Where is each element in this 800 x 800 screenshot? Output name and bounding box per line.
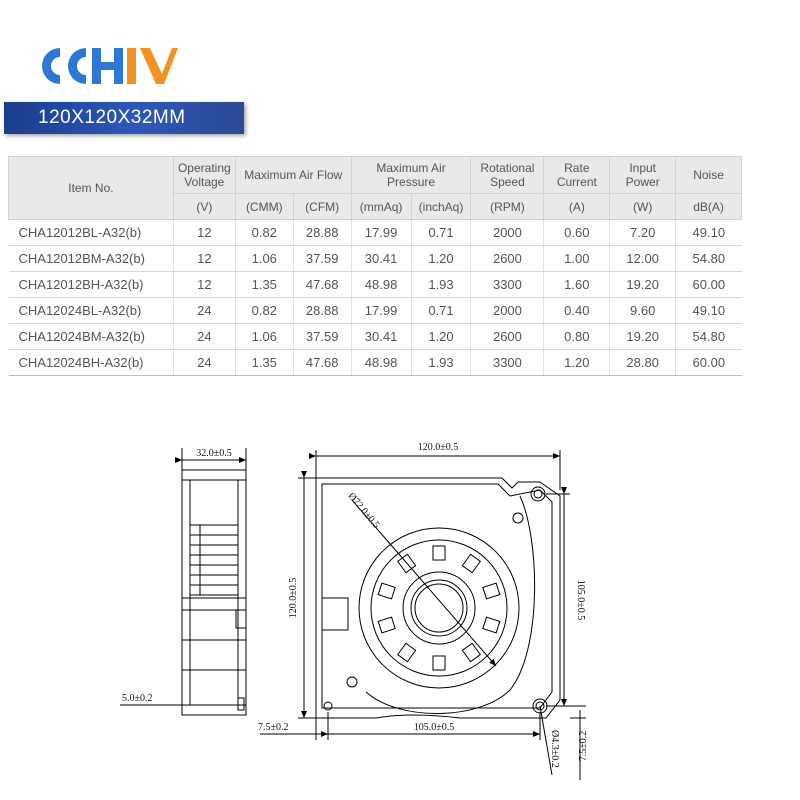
cell-cmm: 0.82 [235,298,293,324]
header-airflow: Maximum Air Flow [235,157,351,194]
cell-inchaq: 1.93 [411,272,471,298]
cell-item: CHA12024BL-A32(b) [9,298,174,324]
header-voltage: Operating Voltage [173,157,235,194]
cell-inchaq: 1.93 [411,350,471,376]
header-power: Input Power [610,157,676,194]
table-row [9,272,742,298]
left-offset-dim: 7.5±0.2 [258,722,289,733]
cell-rpm: 2600 [471,246,544,272]
cell-rpm: 3300 [471,272,544,298]
cell-voltage: 12 [173,246,235,272]
header-pressure: Maximum Air Pressure [351,157,471,194]
bottom-offset-dim: 7.5±0.2 [578,730,589,762]
technical-drawing [100,430,600,800]
cell-mmaq: 48.98 [351,272,411,298]
cell-voltage: 12 [173,272,235,298]
spec-table [8,156,742,376]
table-row [9,220,742,246]
unit-mmaq: (mmAq) [351,194,411,220]
hole-vertical-dim: 105.0±0.5 [575,579,586,621]
cell-voltage: 24 [173,350,235,376]
table-row [9,246,742,272]
cell-noise: 49.10 [676,298,742,324]
cell-power: 19.20 [610,324,676,350]
cell-cfm: 37.59 [293,324,351,350]
cell-mmaq: 30.41 [351,324,411,350]
unit-cfm: (CFM) [293,194,351,220]
unit-cmm: (CMM) [235,194,293,220]
cell-cmm: 1.06 [235,324,293,350]
cell-rpm: 2000 [471,298,544,324]
cell-cfm: 28.88 [293,220,351,246]
cell-rpm: 2600 [471,324,544,350]
cell-item: CHA12012BL-A32(b) [9,220,174,246]
cell-power: 12.00 [610,246,676,272]
cell-mmaq: 48.98 [351,350,411,376]
cell-rpm: 3300 [471,350,544,376]
cchv-logo [38,44,178,88]
side-view [120,448,246,715]
cell-cmm: 1.35 [235,350,293,376]
header-item-no: Item No. [9,157,174,220]
cell-power: 7.20 [610,220,676,246]
cell-noise: 54.80 [676,324,742,350]
cell-power: 19.20 [610,272,676,298]
unit-dba: dB(A) [676,194,742,220]
cell-cfm: 47.68 [293,272,351,298]
cell-item: CHA12012BH-A32(b) [9,272,174,298]
cell-voltage: 12 [173,220,235,246]
hole-diameter-dim: Ø4.3±0.2 [549,730,560,768]
cell-voltage: 24 [173,324,235,350]
cell-current: 1.00 [544,246,610,272]
cell-cfm: 37.59 [293,246,351,272]
cell-current: 1.60 [544,272,610,298]
cell-mmaq: 17.99 [351,298,411,324]
side-offset-dim: 5.0±0.2 [122,693,153,704]
cell-cfm: 47.68 [293,350,351,376]
cell-voltage: 24 [173,298,235,324]
cell-inchaq: 1.20 [411,324,471,350]
cell-noise: 49.10 [676,220,742,246]
unit-v: (V) [173,194,235,220]
cell-item: CHA12012BM-A32(b) [9,246,174,272]
front-height-dim: 120.0±0.5 [288,577,299,619]
cell-current: 0.60 [544,220,610,246]
cell-rpm: 2000 [471,220,544,246]
header-speed: Rotational Speed [471,157,544,194]
size-banner: 120X120X32MM [4,102,244,134]
cell-cmm: 0.82 [235,220,293,246]
cell-cmm: 1.06 [235,246,293,272]
table-row [9,298,742,324]
cell-power: 28.80 [610,350,676,376]
impeller-diameter-dim: Ø72.0±0.5 [345,490,382,531]
cell-noise: 60.00 [676,272,742,298]
cell-current: 0.80 [544,324,610,350]
front-view [298,450,560,718]
hole-horizontal-dim: 105.0±0.5 [413,722,455,733]
header-noise: Noise [676,157,742,194]
cell-current: 1.20 [544,350,610,376]
cell-mmaq: 17.99 [351,220,411,246]
cell-item: CHA12024BM-A32(b) [9,324,174,350]
unit-w: (W) [610,194,676,220]
header-current: Rate Current [544,157,610,194]
table-row [9,324,742,350]
impeller-vanes [378,546,500,670]
unit-inchaq: (inchAq) [411,194,471,220]
cell-power: 9.60 [610,298,676,324]
cell-noise: 54.80 [676,246,742,272]
cell-item: CHA12024BH-A32(b) [9,350,174,376]
unit-a: (A) [544,194,610,220]
cell-noise: 60.00 [676,350,742,376]
cell-inchaq: 1.20 [411,246,471,272]
unit-rpm: (RPM) [471,194,544,220]
cell-current: 0.40 [544,298,610,324]
cell-inchaq: 0.71 [411,298,471,324]
cell-cfm: 28.88 [293,298,351,324]
side-width-dim: 32.0±0.5 [196,448,232,459]
cell-inchaq: 0.71 [411,220,471,246]
table-row [9,350,742,376]
front-width-dim: 120.0±0.5 [417,442,459,453]
cell-mmaq: 30.41 [351,246,411,272]
cell-cmm: 1.35 [235,272,293,298]
